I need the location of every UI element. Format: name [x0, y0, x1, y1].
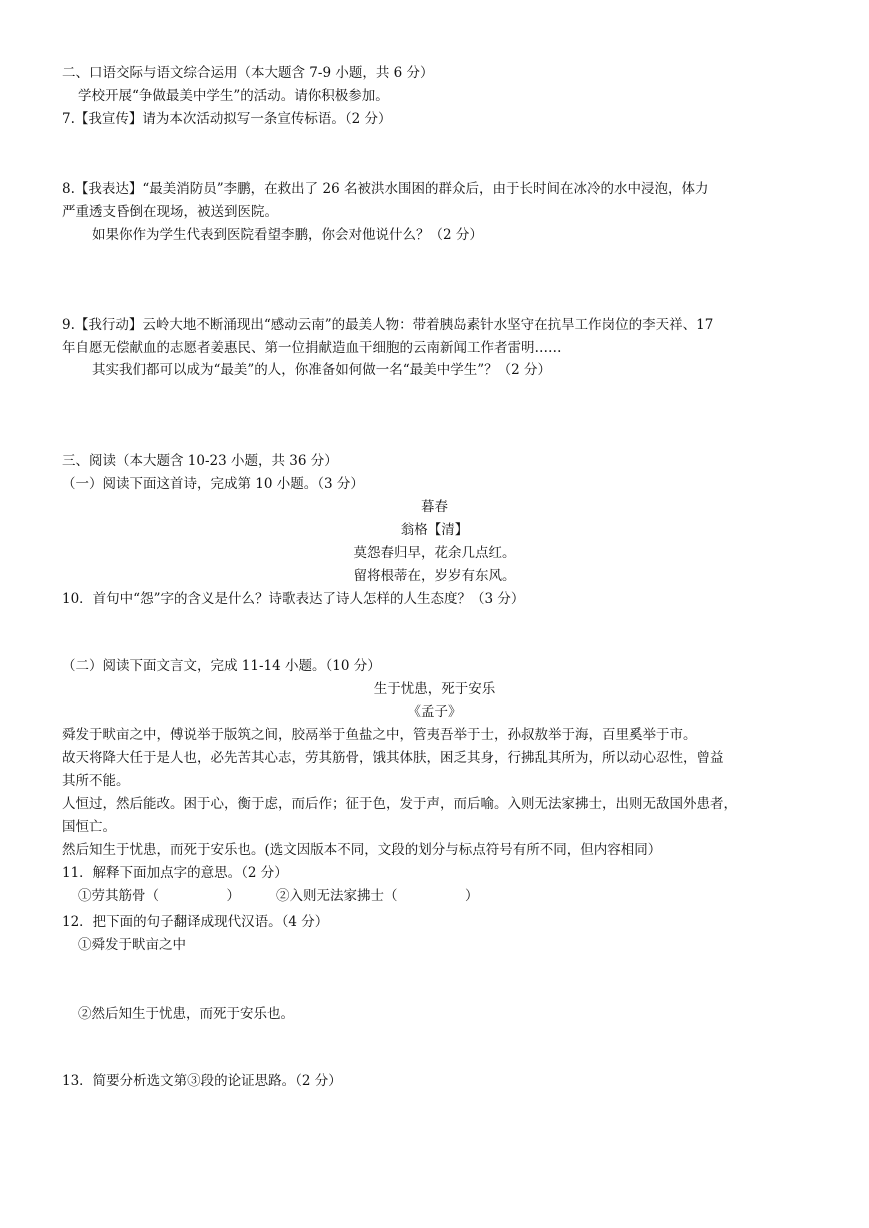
question-8-line1: 8.【我表达】“最美消防员”李鹏，在救出了 26 名被洪水围困的群众后，由于长时间在冰冷的水中浸泡，体力	[62, 181, 709, 197]
question-11: 11．解释下面加点字的意思。（2 分）	[62, 865, 288, 881]
essay-paragraph-3-line1: 人恒过，然后能改。困于心，衡于虑，而后作；征于色，发于声，而后喻。入则无法家拂士，出则无敌国外患者，	[62, 796, 737, 812]
poem-line-1: 莫怨春归早，花余几点红。	[353, 545, 516, 561]
section2-intro: 学校开展“争做最美中学生”的活动。请你积极参加。	[78, 88, 389, 104]
question-12-item-1: ①舜发于畎亩之中	[78, 937, 186, 953]
essay-paragraph-1: 舜发于畎亩之中，傅说举于版筑之间，胶鬲举于鱼盐之中，管夷吾举于士，孙叔敖举于海，百里奚举于市。	[62, 727, 697, 743]
question-11-item-1: ①劳其筋骨（ ）	[78, 888, 240, 904]
section2-heading: 二、口语交际与语文综合运用（本大题含 7-9 小题，共 6 分）	[62, 65, 434, 81]
question-9-line3: 其实我们都可以成为“最美”的人，你准备如何做一名“最美中学生”？（2 分）	[92, 362, 551, 378]
question-9-line2: 年自愿无偿献血的志愿者姜惠民、第一位捐献造血干细胞的云南新闻工作者雷明……	[62, 340, 562, 356]
question-10: 10．首句中“怨”字的含义是什么？诗歌表达了诗人怎样的人生态度？（3 分）	[62, 591, 525, 607]
poem-title: 暮春	[421, 499, 448, 515]
question-8-line2: 严重透支昏倒在现场，被送到医院。	[62, 204, 278, 220]
question-13: 13．简要分析选文第③段的论证思路。（2 分）	[62, 1073, 342, 1089]
essay-title: 生于忧患，死于安乐	[373, 681, 496, 697]
question-9-line1: 9.【我行动】云岭大地不断涌现出“感动云南”的最美人物：带着胰岛素针水坚守在抗旱工作岗位的李天祥、17	[62, 317, 714, 333]
question-8-line3: 如果你作为学生代表到医院看望李鹏，你会对他说什么？（2 分）	[92, 227, 483, 243]
section3-heading: 三、阅读（本大题含 10-23 小题，共 36 分）	[62, 453, 338, 469]
essay-paragraph-2-line2: 其所不能。	[62, 773, 130, 789]
essay-paragraph-2-line1: 故天将降大任于是人也，必先苦其心志，劳其筋骨，饿其体肤，困乏其身，行拂乱其所为，所以动心忍性，曾益	[62, 750, 724, 766]
essay-paragraph-3-line2: 国恒亡。	[62, 819, 116, 835]
part1-heading: （一）阅读下面这首诗，完成第 10 小题。（3 分）	[62, 476, 364, 492]
question-7: 7.【我宣传】请为本次活动拟写一条宣传标语。（2 分）	[62, 111, 392, 127]
essay-author: 《孟子》	[407, 704, 462, 720]
poem-author: 翁格【清】	[400, 522, 469, 538]
question-12: 12．把下面的句子翻译成现代汉语。（4 分）	[62, 914, 329, 930]
essay-paragraph-4: 然后知生于忧患，而死于安乐也。(选文因版本不同，文段的划分与标点符号有所不同，但内容相同）	[62, 842, 662, 858]
question-12-item-2: ②然后知生于忧患，而死于安乐也。	[78, 1006, 294, 1022]
question-11-item-2: ②入则无法家拂士（ ）	[276, 888, 479, 904]
poem-line-2: 留将根蒂在，岁岁有东风。	[353, 568, 516, 584]
part2-heading: （二）阅读下面文言文，完成 11-14 小题。（10 分）	[62, 658, 381, 674]
